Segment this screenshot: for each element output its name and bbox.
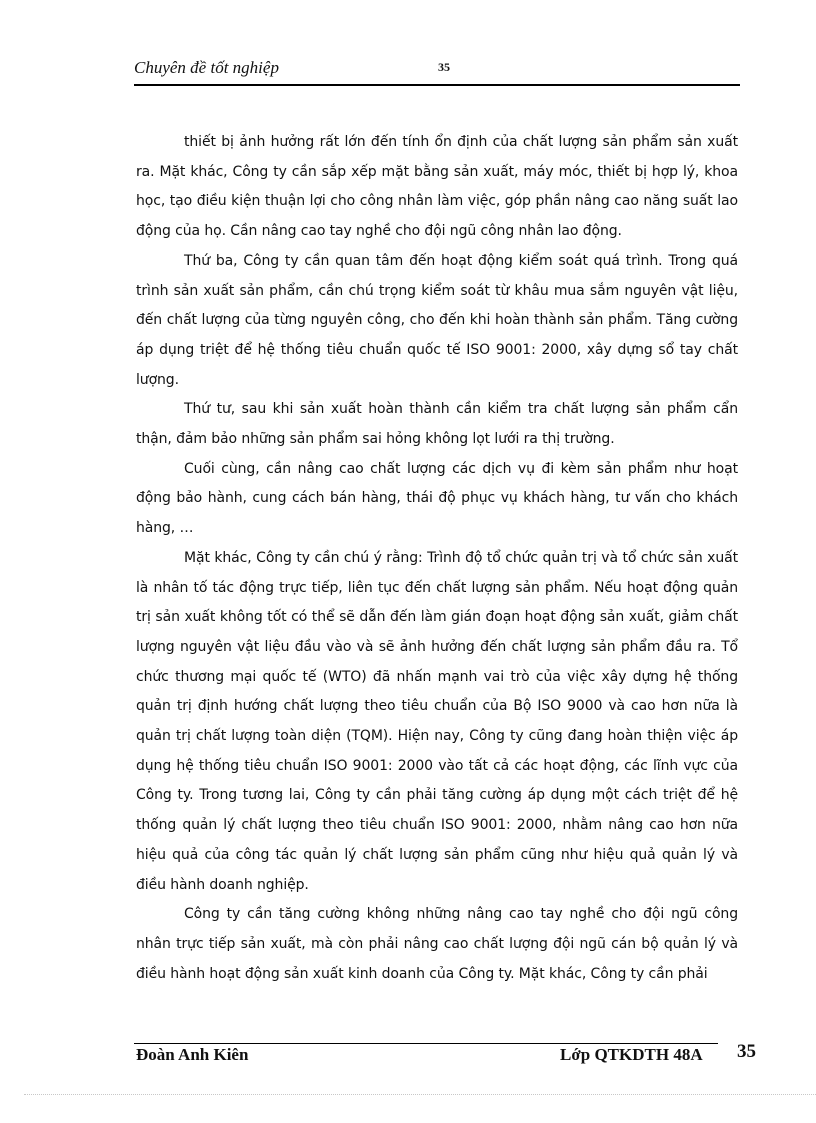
header-page-number: 35 — [438, 60, 450, 74]
footer-class: Lớp QTKDTH 48A — [560, 1045, 703, 1064]
paragraph: Thứ ba, Công ty cần quan tâm đến hoạt động kiểm soát quá trình. Trong quá trình sản xuất sản phẩm, cần chú trọng kiểm soát từ khâu mua sắm nguyên vật liệu, đến chất lượng của từng nguyên công, cho đến khi hoàn thành sản phẩm. Tăng cường áp dụng triệt để hệ thống tiêu chuẩn quốc tế ISO 9001: 2000, xây dựng sổ tay chất lượng. — [136, 252, 738, 388]
paragraph: Mặt khác, Công ty cần chú ý rằng: Trình độ tổ chức quản trị và tổ chức sản xuất là nhân tố tác động trực tiếp, liên tục đến chất lượng sản phẩm. Nếu hoạt động quản trị sản xuất không tốt có thể sẽ dẫn đến làm gián đoạn hoạt động sản xuất, giảm chất lượng nguyên vật liệu đầu vào và sẽ ảnh hưởng đến chất lượng sản phẩm đầu ra. Tổ chức thương mại quốc tế (WTO) đã nhấn mạnh vai trò của việc xây dựng hệ thống quản trị định hướng chất lượng theo tiêu chuẩn của Bộ ISO 9000 và cao hơn nữa là quản trị chất lượng toàn diện (TQM). Hiện nay, Công ty cũng đang hoàn thiện việc áp dụng hệ thống tiêu chuẩn ISO 9001: 2000 vào tất cả các hoạt động, các lĩnh vực của Công ty. Trong tương lai, Công ty cần phải tăng cường áp dụng một cách triệt để hệ thống quản lý chất lượng theo tiêu chuẩn ISO 9001: 2000, nhằm nâng cao hơn nữa hiệu quả của công tác quản lý chất lượng sản phẩm cũng như hiệu quả quản lý và điều hành doanh nghiệp. — [136, 549, 738, 893]
paragraph: Thứ tư, sau khi sản xuất hoàn thành cần kiểm tra chất lượng sản phẩm cẩn thận, đảm bảo những sản phẩm sai hỏng không lọt lưới ra thị trường. — [136, 401, 738, 448]
footer-author: Đoàn Anh Kiên — [136, 1045, 249, 1064]
paragraph: Cuối cùng, cần nâng cao chất lượng các dịch vụ đi kèm sản phẩm như hoạt động bảo hành, cung cách bán hàng, thái độ phục vụ khách hàng, tư vấn cho khách hàng, … — [136, 460, 738, 537]
page-header — [134, 54, 740, 86]
paragraph: thiết bị ảnh hưởng rất lớn đến tính ổn định của chất lượng sản phẩm sản xuất ra. Mặt khác, Công ty cần sắp xếp mặt bằng sản xuất, máy móc, thiết bị hợp lý, khoa học, tạo điều kiện thuận lợi cho công nhân làm việc, góp phần nâng cao năng suất lao động của họ. Cần nâng cao tay nghề cho đội ngũ công nhân lao động. — [136, 134, 738, 240]
footer-rule — [134, 1043, 718, 1044]
footer-page-number: 35 — [737, 1041, 756, 1062]
body-text — [136, 128, 738, 989]
header-title: Chuyên đề tốt nghiệp — [134, 58, 279, 77]
page-edge-line — [24, 1094, 816, 1095]
paragraph: Công ty cần tăng cường không những nâng cao tay nghề cho đội ngũ công nhân trực tiếp sản xuất, mà còn phải nâng cao chất lượng đội ngũ cán bộ quản lý và điều hành hoạt động sản xuất kinh doanh của Công ty. Mặt khác, Công ty cần phải — [136, 906, 738, 982]
